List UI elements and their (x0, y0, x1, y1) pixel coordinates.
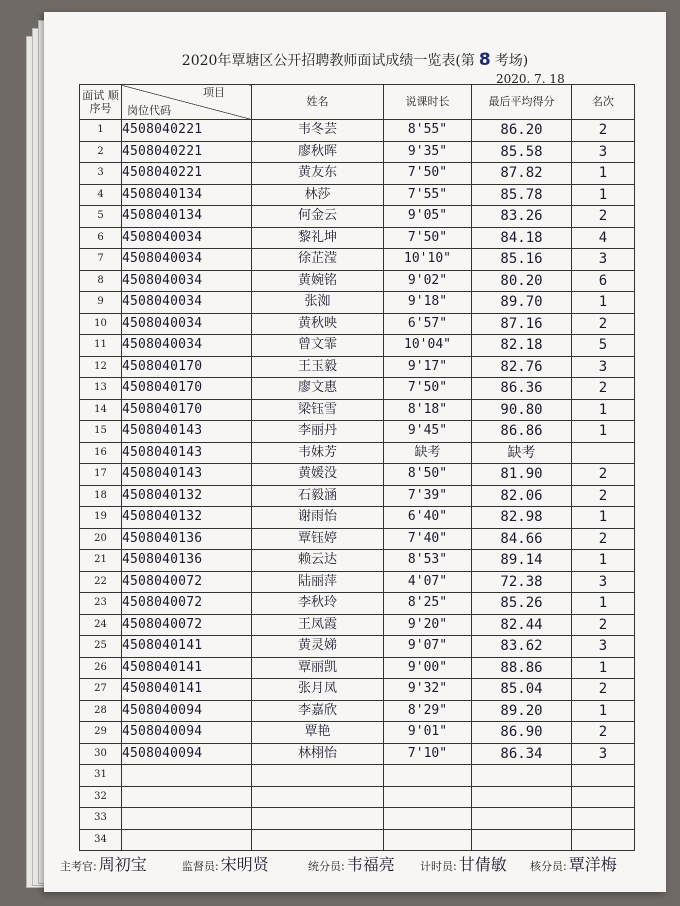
row-name: 廖文惠 (252, 378, 384, 400)
row-duration: 7'39" (384, 485, 472, 507)
row-post-code: 4508040034 (122, 313, 252, 335)
row-score: 82.06 (472, 485, 572, 507)
row-name: 石毅涵 (252, 485, 384, 507)
row-name: 黄媛没 (252, 464, 384, 486)
row-name: 覃艳 (252, 722, 384, 744)
table-row (80, 120, 635, 142)
row-seq: 12 (80, 356, 122, 378)
row-rank: 3 (572, 636, 635, 658)
table-row (80, 528, 635, 550)
reviewer-signature: 覃洋梅 (568, 855, 617, 874)
reviewer (530, 852, 617, 875)
table-row (80, 206, 635, 228)
row-seq: 13 (80, 378, 122, 400)
row-score: 88.86 (472, 657, 572, 679)
table-row (80, 335, 635, 357)
row-seq: 34 (80, 829, 122, 851)
scorer (308, 852, 395, 875)
row-duration: 8'50" (384, 464, 472, 486)
row-score: 82.44 (472, 614, 572, 636)
table-row (80, 657, 635, 679)
table-row (80, 722, 635, 744)
row-post-code: 4508040136 (122, 528, 252, 550)
row-rank: 6 (572, 270, 635, 292)
exam-room-number: 8 (478, 50, 491, 70)
timer (420, 852, 507, 875)
row-score: 89.14 (472, 550, 572, 572)
row-score (472, 829, 572, 851)
table-row (80, 227, 635, 249)
row-name: 林莎 (252, 184, 384, 206)
row-seq: 24 (80, 614, 122, 636)
row-seq: 32 (80, 786, 122, 808)
row-post-code: 4508040143 (122, 421, 252, 443)
row-score: 89.70 (472, 292, 572, 314)
row-post-code: 4508040221 (122, 120, 252, 142)
row-score: 85.26 (472, 593, 572, 615)
row-name: 赖云达 (252, 550, 384, 572)
row-score: 84.66 (472, 528, 572, 550)
row-score: 72.38 (472, 571, 572, 593)
row-name: 张月凤 (252, 679, 384, 701)
row-post-code (122, 765, 252, 787)
row-score: 83.26 (472, 206, 572, 228)
row-rank (572, 786, 635, 808)
row-post-code: 4508040170 (122, 356, 252, 378)
row-post-code: 4508040170 (122, 399, 252, 421)
row-seq: 25 (80, 636, 122, 658)
row-score: 84.18 (472, 227, 572, 249)
row-name: 黄灵娣 (252, 636, 384, 658)
table-row (80, 378, 635, 400)
table-row (80, 163, 635, 185)
row-seq: 27 (80, 679, 122, 701)
row-rank: 1 (572, 292, 635, 314)
row-duration: 9'35" (384, 141, 472, 163)
timer-label: 计时员: (420, 860, 457, 873)
table-header-row (80, 85, 635, 120)
row-duration: 7'40" (384, 528, 472, 550)
row-seq: 16 (80, 442, 122, 464)
row-rank: 1 (572, 550, 635, 572)
row-post-code: 4508040141 (122, 679, 252, 701)
row-seq: 26 (80, 657, 122, 679)
row-rank: 1 (572, 657, 635, 679)
table-row (80, 356, 635, 378)
row-duration: 9'45" (384, 421, 472, 443)
row-post-code: 4508040094 (122, 700, 252, 722)
row-post-code: 4508040132 (122, 485, 252, 507)
table-row (80, 141, 635, 163)
row-post-code: 4508040034 (122, 227, 252, 249)
table-row (80, 507, 635, 529)
row-name: 谢雨怡 (252, 507, 384, 529)
row-duration: 7'50" (384, 163, 472, 185)
row-rank: 1 (572, 700, 635, 722)
row-seq: 18 (80, 485, 122, 507)
row-score: 80.20 (472, 270, 572, 292)
row-rank (572, 808, 635, 830)
row-rank: 2 (572, 528, 635, 550)
title-prefix: 2020年覃塘区公开招聘教师面试成绩一览表(第 (181, 53, 475, 69)
row-name: 黄婉铭 (252, 270, 384, 292)
table-row (80, 765, 635, 787)
row-post-code: 4508040141 (122, 636, 252, 658)
row-duration: 10'04" (384, 335, 472, 357)
row-post-code (122, 786, 252, 808)
row-seq: 28 (80, 700, 122, 722)
row-seq: 6 (80, 227, 122, 249)
row-name: 李嘉欣 (252, 700, 384, 722)
row-rank: 1 (572, 184, 635, 206)
table-row (80, 679, 635, 701)
row-name: 李秋玲 (252, 593, 384, 615)
row-duration: 6'40" (384, 507, 472, 529)
row-name (252, 765, 384, 787)
table-row (80, 292, 635, 314)
row-post-code: 4508040034 (122, 292, 252, 314)
row-name: 黄友东 (252, 163, 384, 185)
row-score: 85.04 (472, 679, 572, 701)
row-score: 86.20 (472, 120, 572, 142)
chief-examiner-signature: 周初宝 (98, 855, 147, 874)
row-name (252, 829, 384, 851)
row-name: 黄秋映 (252, 313, 384, 335)
row-name: 覃钰婷 (252, 528, 384, 550)
row-score: 90.80 (472, 399, 572, 421)
row-rank (572, 442, 635, 464)
table-row (80, 808, 635, 830)
row-seq: 29 (80, 722, 122, 744)
row-post-code: 4508040094 (122, 743, 252, 765)
scorer-label: 统分员: (308, 860, 345, 873)
header-duration: 说课时长 (384, 85, 472, 120)
row-duration (384, 765, 472, 787)
row-name: 廖秋晖 (252, 141, 384, 163)
timer-signature: 甘倩敏 (458, 855, 507, 874)
row-score: 85.78 (472, 184, 572, 206)
row-rank: 2 (572, 206, 635, 228)
table-row (80, 399, 635, 421)
row-rank: 2 (572, 614, 635, 636)
row-post-code: 4508040072 (122, 614, 252, 636)
table-row (80, 636, 635, 658)
row-duration: 9'00" (384, 657, 472, 679)
row-name: 林栩怡 (252, 743, 384, 765)
header-rank: 名次 (572, 85, 635, 120)
row-duration: 8'18" (384, 399, 472, 421)
header-seq: 面试 顺序号 (80, 85, 122, 120)
row-post-code: 4508040143 (122, 464, 252, 486)
row-post-code: 4508040170 (122, 378, 252, 400)
table-row (80, 829, 635, 851)
row-post-code: 4508040221 (122, 163, 252, 185)
reviewer-label: 核分员: (530, 860, 567, 873)
row-rank: 2 (572, 679, 635, 701)
row-rank: 4 (572, 227, 635, 249)
table-row (80, 313, 635, 335)
row-rank: 1 (572, 593, 635, 615)
row-name: 覃丽凯 (252, 657, 384, 679)
row-score: 83.62 (472, 636, 572, 658)
row-duration: 9'20" (384, 614, 472, 636)
row-post-code: 4508040132 (122, 507, 252, 529)
score-sheet (44, 12, 666, 892)
row-duration: 9'05" (384, 206, 472, 228)
header-item: 项目 (203, 86, 225, 99)
row-score: 87.82 (472, 163, 572, 185)
row-score: 82.76 (472, 356, 572, 378)
row-rank: 2 (572, 120, 635, 142)
row-duration: 7'50" (384, 227, 472, 249)
row-name: 王凤霞 (252, 614, 384, 636)
row-score (472, 808, 572, 830)
document-title (44, 50, 666, 70)
row-rank: 3 (572, 141, 635, 163)
row-rank: 2 (572, 485, 635, 507)
table-row (80, 614, 635, 636)
chief-examiner-label: 主考官: (60, 860, 97, 873)
row-name: 李丽丹 (252, 421, 384, 443)
row-duration: 缺考 (384, 442, 472, 464)
table-row (80, 786, 635, 808)
title-suffix: 考场) (494, 53, 529, 69)
row-seq: 14 (80, 399, 122, 421)
table-row (80, 442, 635, 464)
row-rank: 3 (572, 356, 635, 378)
chief-examiner (60, 852, 147, 875)
row-name: 韦冬芸 (252, 120, 384, 142)
row-score: 82.18 (472, 335, 572, 357)
row-seq: 31 (80, 765, 122, 787)
row-name (252, 808, 384, 830)
row-seq: 11 (80, 335, 122, 357)
row-duration: 9'07" (384, 636, 472, 658)
row-score: 86.34 (472, 743, 572, 765)
row-seq: 8 (80, 270, 122, 292)
row-post-code: 4508040094 (122, 722, 252, 744)
row-seq: 22 (80, 571, 122, 593)
row-seq: 1 (80, 120, 122, 142)
row-rank: 1 (572, 163, 635, 185)
header-name: 姓名 (252, 85, 384, 120)
row-post-code: 4508040134 (122, 206, 252, 228)
row-seq: 15 (80, 421, 122, 443)
row-seq: 21 (80, 550, 122, 572)
row-name: 何金云 (252, 206, 384, 228)
row-name: 张洳 (252, 292, 384, 314)
row-duration: 4'07" (384, 571, 472, 593)
row-duration: 7'50" (384, 378, 472, 400)
document-date: 2020. 7. 18 (496, 72, 565, 86)
table-row (80, 249, 635, 271)
row-duration: 8'29" (384, 700, 472, 722)
table-row (80, 571, 635, 593)
score-table (79, 84, 635, 851)
row-name: 韦妹芳 (252, 442, 384, 464)
table-row (80, 550, 635, 572)
row-rank: 3 (572, 743, 635, 765)
header-item-post-code (122, 85, 252, 120)
row-name (252, 786, 384, 808)
row-post-code: 4508040136 (122, 550, 252, 572)
row-duration: 8'53" (384, 550, 472, 572)
table-row (80, 700, 635, 722)
row-rank: 1 (572, 399, 635, 421)
row-rank: 3 (572, 249, 635, 271)
row-post-code: 4508040141 (122, 657, 252, 679)
table-row (80, 270, 635, 292)
row-duration: 10'10" (384, 249, 472, 271)
row-score: 89.20 (472, 700, 572, 722)
row-rank: 5 (572, 335, 635, 357)
supervisor-label: 监督员: (182, 860, 219, 873)
row-rank (572, 765, 635, 787)
row-duration: 7'10" (384, 743, 472, 765)
row-duration: 9'17" (384, 356, 472, 378)
row-score: 81.90 (472, 464, 572, 486)
row-name: 王玉毅 (252, 356, 384, 378)
row-seq: 17 (80, 464, 122, 486)
row-post-code: 4508040034 (122, 249, 252, 271)
row-seq: 9 (80, 292, 122, 314)
row-duration: 9'02" (384, 270, 472, 292)
row-duration: 9'32" (384, 679, 472, 701)
row-post-code (122, 808, 252, 830)
table-row (80, 464, 635, 486)
row-post-code: 4508040221 (122, 141, 252, 163)
row-score: 87.16 (472, 313, 572, 335)
row-score: 85.16 (472, 249, 572, 271)
row-seq: 20 (80, 528, 122, 550)
row-rank: 2 (572, 378, 635, 400)
scorer-signature: 韦福亮 (346, 855, 395, 874)
row-rank: 2 (572, 722, 635, 744)
row-rank: 3 (572, 571, 635, 593)
row-name: 梁钰雪 (252, 399, 384, 421)
row-post-code (122, 829, 252, 851)
row-seq: 10 (80, 313, 122, 335)
row-score: 82.98 (472, 507, 572, 529)
row-post-code: 4508040034 (122, 335, 252, 357)
table-row (80, 421, 635, 443)
row-name: 陆丽萍 (252, 571, 384, 593)
row-post-code: 4508040072 (122, 571, 252, 593)
table-row (80, 593, 635, 615)
row-name: 徐芷滢 (252, 249, 384, 271)
row-duration: 9'01" (384, 722, 472, 744)
row-post-code: 4508040072 (122, 593, 252, 615)
row-score (472, 765, 572, 787)
row-seq: 30 (80, 743, 122, 765)
table-body (80, 120, 635, 851)
row-duration (384, 786, 472, 808)
row-post-code: 4508040143 (122, 442, 252, 464)
row-seq: 23 (80, 593, 122, 615)
row-seq: 3 (80, 163, 122, 185)
row-duration: 8'55" (384, 120, 472, 142)
row-score: 85.58 (472, 141, 572, 163)
row-rank (572, 829, 635, 851)
row-name: 黎礼坤 (252, 227, 384, 249)
row-post-code: 4508040034 (122, 270, 252, 292)
row-score: 86.36 (472, 378, 572, 400)
row-seq: 7 (80, 249, 122, 271)
header-post-code: 岗位代码 (127, 104, 171, 117)
row-duration: 7'55" (384, 184, 472, 206)
row-seq: 33 (80, 808, 122, 830)
row-seq: 19 (80, 507, 122, 529)
row-score (472, 786, 572, 808)
row-post-code: 4508040134 (122, 184, 252, 206)
row-rank: 2 (572, 464, 635, 486)
row-seq: 4 (80, 184, 122, 206)
row-score: 缺考 (472, 442, 572, 464)
row-score: 86.90 (472, 722, 572, 744)
row-name: 曾文霏 (252, 335, 384, 357)
table-row (80, 184, 635, 206)
row-seq: 5 (80, 206, 122, 228)
row-rank: 2 (572, 313, 635, 335)
row-duration: 9'18" (384, 292, 472, 314)
supervisor-signature: 宋明贤 (220, 855, 269, 874)
row-duration (384, 808, 472, 830)
header-score: 最后平均得分 (472, 85, 572, 120)
row-duration: 6'57" (384, 313, 472, 335)
row-rank: 1 (572, 421, 635, 443)
table-row (80, 743, 635, 765)
row-seq: 2 (80, 141, 122, 163)
row-duration: 8'25" (384, 593, 472, 615)
row-rank: 1 (572, 507, 635, 529)
row-duration (384, 829, 472, 851)
row-score: 86.86 (472, 421, 572, 443)
table-row (80, 485, 635, 507)
supervisor (182, 852, 269, 875)
